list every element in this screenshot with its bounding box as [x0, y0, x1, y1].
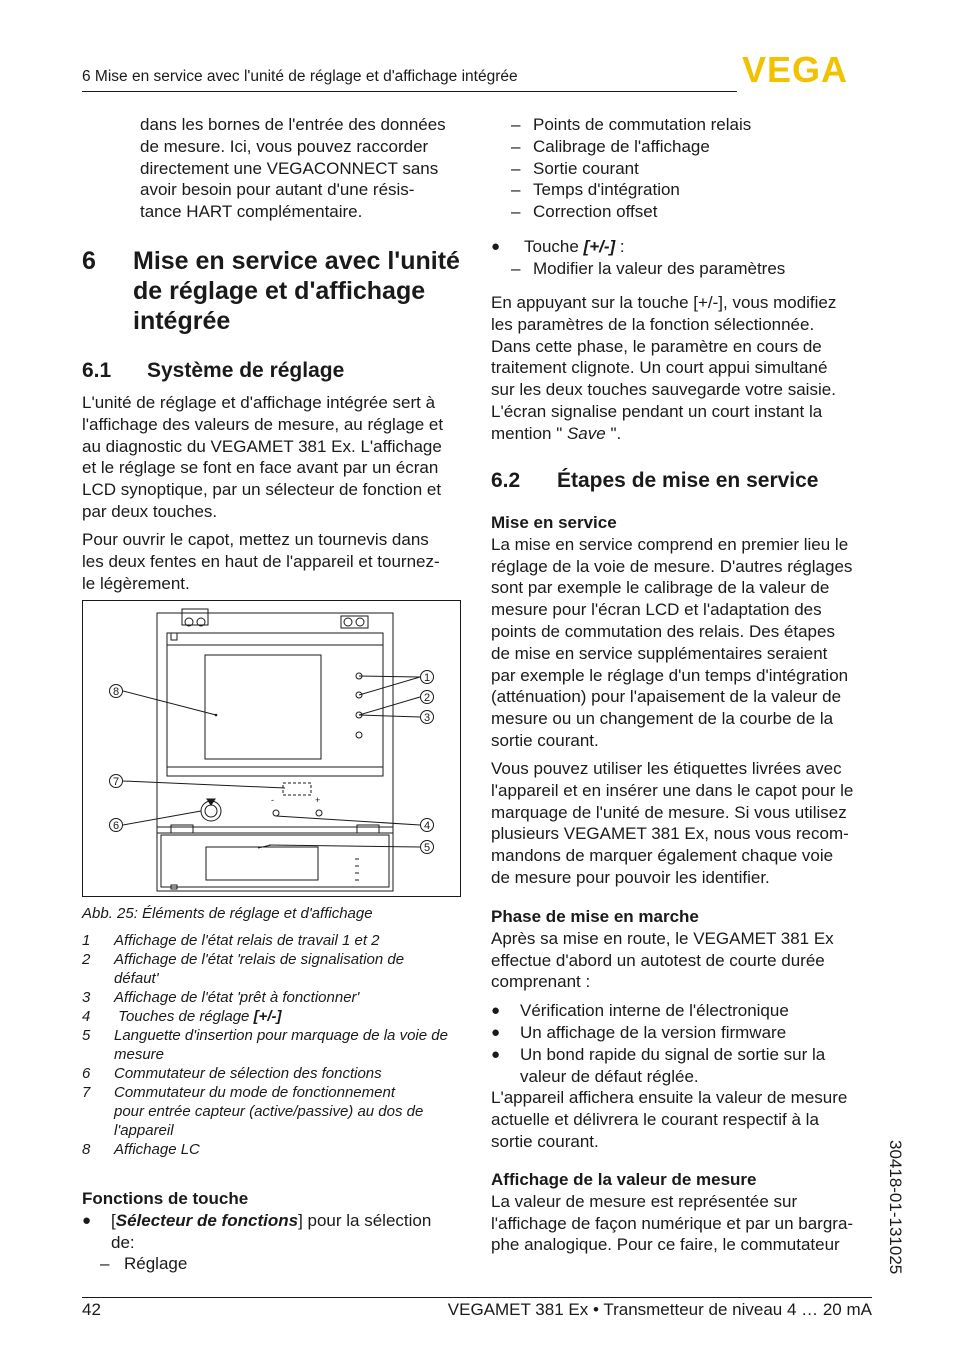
callout-1 [421, 671, 434, 685]
callout-6 [110, 819, 123, 833]
legend-item: 7 Commutateur du mode de fonctionnement pour entrée capteur (active/passive) au dos de l'appareil [82, 1084, 424, 1139]
mise-en-service-block: Mise en service La mise en service comprend en premier lieu le réglage de la voie de mesure. D'autres réglages sont par exemple le calibrage de la valeur de mesure pour l'écran LCD et l'adaptation des points de commutation des relais. Des étapes de mise en service supplémentaires seraient par exemple le réglage d'un temps d'intégration (atténuation) pour l'apaisement de la valeur de mesure ou un changement de la courbe de la sortie courant. [491, 513, 853, 750]
key-plus-label: + [315, 795, 321, 805]
callout-5 [421, 841, 434, 855]
list-item: ● Vérification interne de l'électronique [491, 1001, 789, 1021]
bullet-icon: ● [491, 238, 501, 255]
function-list [491, 114, 876, 223]
para-plus-minus: En appuyant sur la touche [+/-], vous modifiez les paramètres de la fonction sélectionnée. Dans cette phase, le paramètre en cours de traitement clignote. Un court appui simultané sur les deux touches sauvegarde votre saisie. L'écran signalise pendant un court instant la mention " Save ". [491, 293, 837, 443]
device-drawing [83, 601, 460, 896]
section-6-2-heading: 6.2 Étapes de mise en service [491, 469, 819, 492]
fonctions-title: Fonctions de touche [82, 1189, 249, 1208]
svg-text:1: 1 [423, 672, 431, 684]
header-rule [82, 91, 737, 92]
legend-item: 5 Languette d'insertion pour marquage de la voie de mesure [82, 1027, 448, 1063]
list-item: – Temps d'intégration [511, 180, 680, 200]
legend-item: 3 Affichage de l'état 'prêt à fonctionner' [82, 989, 360, 1006]
callout-4 [421, 819, 434, 833]
section-6-1-heading: 6.1 Système de réglage [82, 359, 345, 382]
callout-3 [421, 711, 434, 725]
etiquettes-paragraph: Vous pouvez utiliser les étiquettes livrées avec l'appareil et en insérer une dans le capot pour le marquage de l'unité de mesure. Si vous utilisez plusieurs VEGAMET 381 Ex, nous vous recom- mandons de marquer également chaque voie de mesure pour pouvoir les identifier. [491, 759, 854, 887]
list-item: – Correction offset [511, 202, 658, 222]
figure-operating-elements [82, 600, 461, 897]
page-number: 42 [82, 1300, 101, 1319]
list-item: ● Un bond rapide du signal de sortie sur la valeur de défaut réglée. [491, 1044, 826, 1086]
bullet-icon: ● [491, 1045, 501, 1063]
svg-text:3: 3 [423, 712, 431, 724]
figure-legend [82, 931, 472, 1159]
legend-item: 2 Affichage de l'état 'relais de signalisation de défaut' [82, 951, 405, 987]
intro-paragraph: dans les bornes de l'entrée des données de mesure. Ici, vous pouvez raccorder directement une VEGACONNECT sans avoir besoin pour autant d'une résis- tance HART complémentaire. [140, 115, 446, 222]
phase-block: Phase de mise en marche Après sa mise en route, le VEGAMET 381 Ex effectue d'abord un autotest de courte durée comprenant : ● Vérification interne de l'électronique ● Un affichage de la version firmware ● Un bond rapide du signal de sortie sur la valeur de défaut réglée. L'appareil affichera ensuite la valeur de mesure actuelle et délivrera le courant respectif à la sortie courant. [491, 906, 876, 1153]
section-6-1-para2: Pour ouvrir le capot, mettez un tournevis dans les deux fentes en haut de l'appareil et tournez- le légèrement. [82, 530, 440, 593]
key-minus-label: - [271, 795, 274, 805]
affichage-block: Affichage de la valeur de mesure La valeur de mesure est représentée sur l'affichage de façon numérique et par un bargra- phe analogique. Pour ce faire, le commutateur [491, 1170, 854, 1255]
legend-item: 1 Affichage de l'état relais de travail 1 et 2 [82, 932, 380, 949]
callout-2 [421, 691, 434, 705]
fonctions-section [82, 1188, 466, 1275]
fonctions-dash-item: – Réglage [100, 1254, 188, 1274]
list-item: – Modifier la valeur des paramètres [511, 258, 786, 278]
chapter-number: 6 [82, 247, 96, 275]
legend-item: 4 Touches de réglage [+/-] [82, 1008, 282, 1025]
vega-logo-text: VEGA [742, 49, 849, 88]
fonctions-bullet: ● [Sélecteur de fonctions] pour la sélection de: [82, 1210, 432, 1252]
footer-title: VEGAMET 381 Ex • Transmetteur de niveau 4 … 20 mA [447, 1300, 872, 1319]
bullet-icon: ● [491, 1002, 501, 1020]
legend-item: 8 Affichage LC [82, 1141, 200, 1158]
svg-text:2: 2 [423, 692, 431, 704]
legend-item: 6 Commutateur de sélection des fonctions [82, 1065, 382, 1082]
svg-text:4: 4 [423, 820, 431, 832]
svg-text:8: 8 [112, 686, 120, 698]
svg-text:5: 5 [423, 842, 431, 854]
vega-logo [740, 48, 874, 88]
document-code: 30418-01-131025 [886, 1140, 905, 1275]
svg-text:7: 7 [112, 776, 120, 788]
section-6-1-para1: L'unité de réglage et d'affichage intégrée sert à l'affichage des valeurs de mesure, au réglage et au diagnostic du VEGAMET 381 Ex. L'affichage et le réglage se font en face avant par un écran LCD synoptique, par un sélecteur de fonction et par deux touches. [82, 393, 444, 521]
list-item: – Sortie courant [511, 158, 639, 178]
callout-7 [110, 775, 123, 789]
footer-rule [82, 1297, 872, 1298]
running-header: 6 Mise en service avec l'unité de réglage et d'affichage intégrée [82, 68, 518, 85]
list-item: – Points de commutation relais [511, 115, 752, 134]
mise-title: Mise en service [491, 513, 617, 532]
bullet-icon: ● [491, 1023, 501, 1041]
list-item: ● Un affichage de la version firmware [491, 1022, 787, 1042]
list-item: – Calibrage de l'affichage [511, 136, 710, 156]
chapter-title: Mise en service avec l'unité de réglage et d'affichage intégrée [133, 247, 460, 335]
affichage-title: Affichage de la valeur de mesure [491, 1170, 757, 1189]
figure-caption: Abb. 25: Éléments de réglage et d'affichage [82, 905, 373, 922]
touche-bullet: ● Touche [+/-] : – Modifier la valeur des paramètres [491, 236, 876, 280]
svg-text:6: 6 [112, 820, 120, 832]
phase-title: Phase de mise en marche [491, 907, 699, 926]
bullet-icon: ● [82, 1211, 92, 1229]
callout-8 [110, 685, 123, 699]
